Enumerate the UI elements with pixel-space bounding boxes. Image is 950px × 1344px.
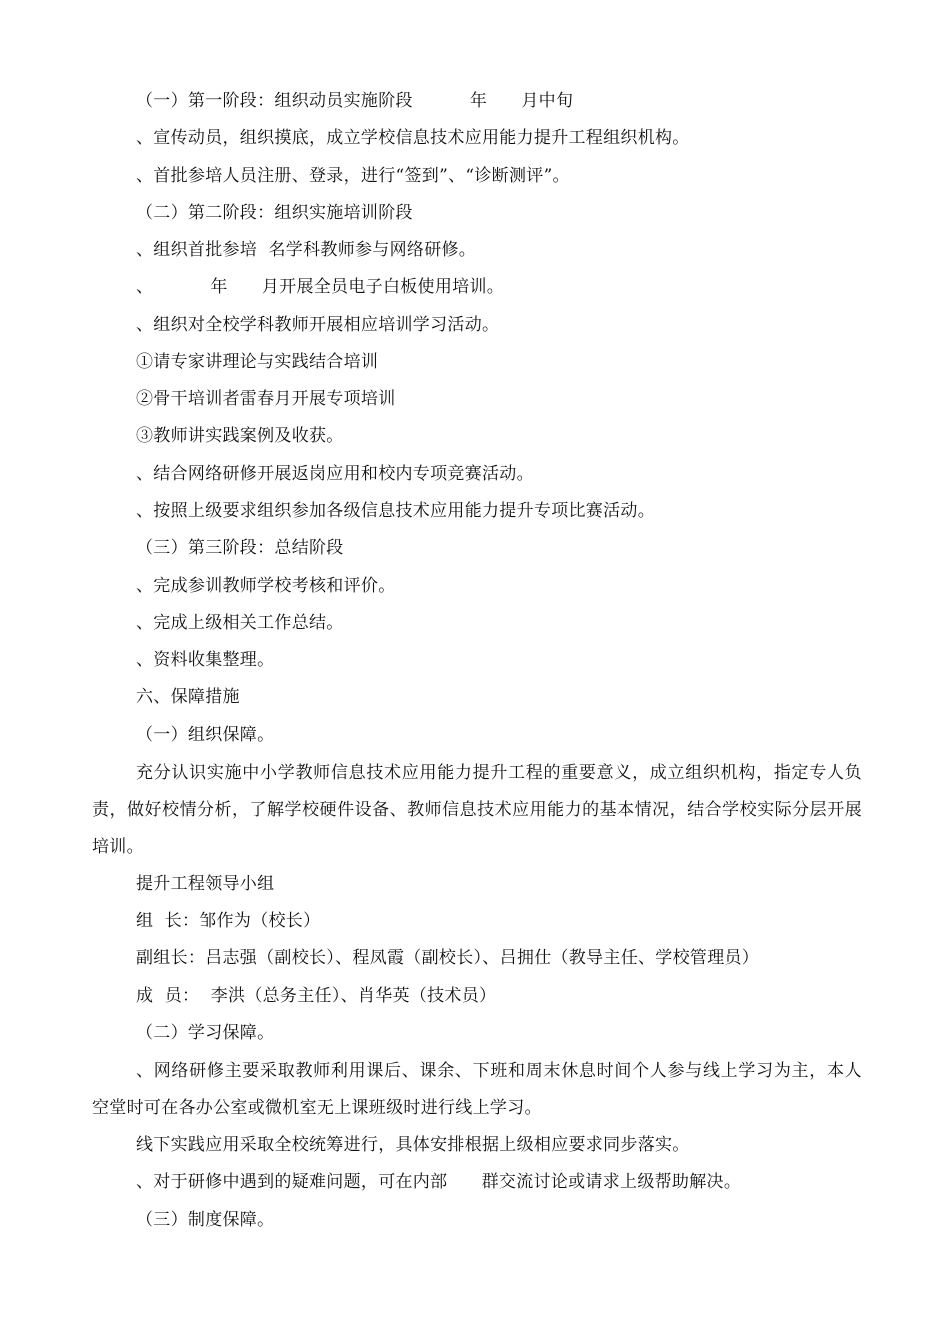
system-guarantee-heading: （三）制度保障。 bbox=[136, 1210, 275, 1230]
group-members: 成 员： 李洪（总务主任）、肖华英（技术员） bbox=[136, 986, 497, 1006]
sub-item-2: ②骨干培训者雷春月开展专项培训 bbox=[136, 389, 396, 409]
stage-one-item-2: 、首批参培人员注册、登录，进行“签到”、“诊断测评”。 bbox=[136, 166, 570, 186]
stage-one-item-1: 、宣传动员，组织摸底，成立学校信息技术应用能力提升工程组织机构。 bbox=[136, 128, 690, 148]
offline-practice-line: 线下实践应用采取全校统筹进行，具体安排根据上级相应要求同步落实。 bbox=[136, 1135, 690, 1155]
problem-solving-line: 、对于研修中遇到的疑难问题，可在内部 群交流讨论或请求上级帮助解决。 bbox=[136, 1172, 742, 1192]
sub-item-1: ①请专家讲理论与实践结合培训 bbox=[136, 352, 379, 372]
group-leader: 组 长：邹作为（校长） bbox=[136, 911, 321, 931]
study-guarantee-heading: （二）学习保障。 bbox=[136, 1023, 275, 1043]
stage-one-heading: （一）第一阶段：组织动员实施阶段 年 月中旬 bbox=[136, 91, 574, 111]
stage-three-item-2: 、完成上级相关工作总结。 bbox=[136, 613, 344, 633]
org-guarantee-heading: （一）组织保障。 bbox=[136, 725, 275, 745]
sub-item-3: ③教师讲实践案例及收获。 bbox=[136, 426, 344, 446]
stage-two-item-3: 、组织对全校学科教师开展相应培训学习活动。 bbox=[136, 315, 500, 335]
study-guarantee-paragraph: 、网络研修主要采取教师利用课后、课余、下班和周末休息时间个人参与线上学习为主，本人空堂时可在各办公室或微机室无上课班级时进行线上学习。 bbox=[92, 1061, 862, 1118]
stage-three-item-3: 、资料收集整理。 bbox=[136, 650, 275, 670]
stage-three-item-1: 、完成参训教师学校考核和评价。 bbox=[136, 576, 396, 596]
section-six-heading: 六、保障措施 bbox=[136, 687, 240, 707]
stage-two-item-4: 、结合网络研修开展返岗应用和校内专项竞赛活动。 bbox=[136, 464, 534, 484]
stage-two-item-5: 、按照上级要求组织参加各级信息技术应用能力提升专项比赛活动。 bbox=[136, 501, 655, 521]
stage-two-item-2: 、 年 月开展全员电子白板使用培训。 bbox=[136, 277, 505, 297]
leading-group-title: 提升工程领导小组 bbox=[136, 874, 275, 894]
stage-three-heading: （三）第三阶段：总结阶段 bbox=[136, 538, 344, 558]
org-guarantee-paragraph: 充分认识实施中小学教师信息技术应用能力提升工程的重要意义，成立组织机构，指定专人负责，做好校情分析，了解学校硬件设备、教师信息技术应用能力的基本情况，结合学校实际分层开展培训。 bbox=[92, 763, 862, 857]
stage-two-item-1: 、组织首批参培 名学科教师参与网络研修。 bbox=[136, 240, 477, 260]
stage-two-heading: （二）第二阶段：组织实施培训阶段 bbox=[136, 203, 413, 223]
group-deputy: 副组长：吕志强（副校长）、程凤霞（副校长）、吕拥仕（教导主任、学校管理员） bbox=[136, 948, 760, 968]
